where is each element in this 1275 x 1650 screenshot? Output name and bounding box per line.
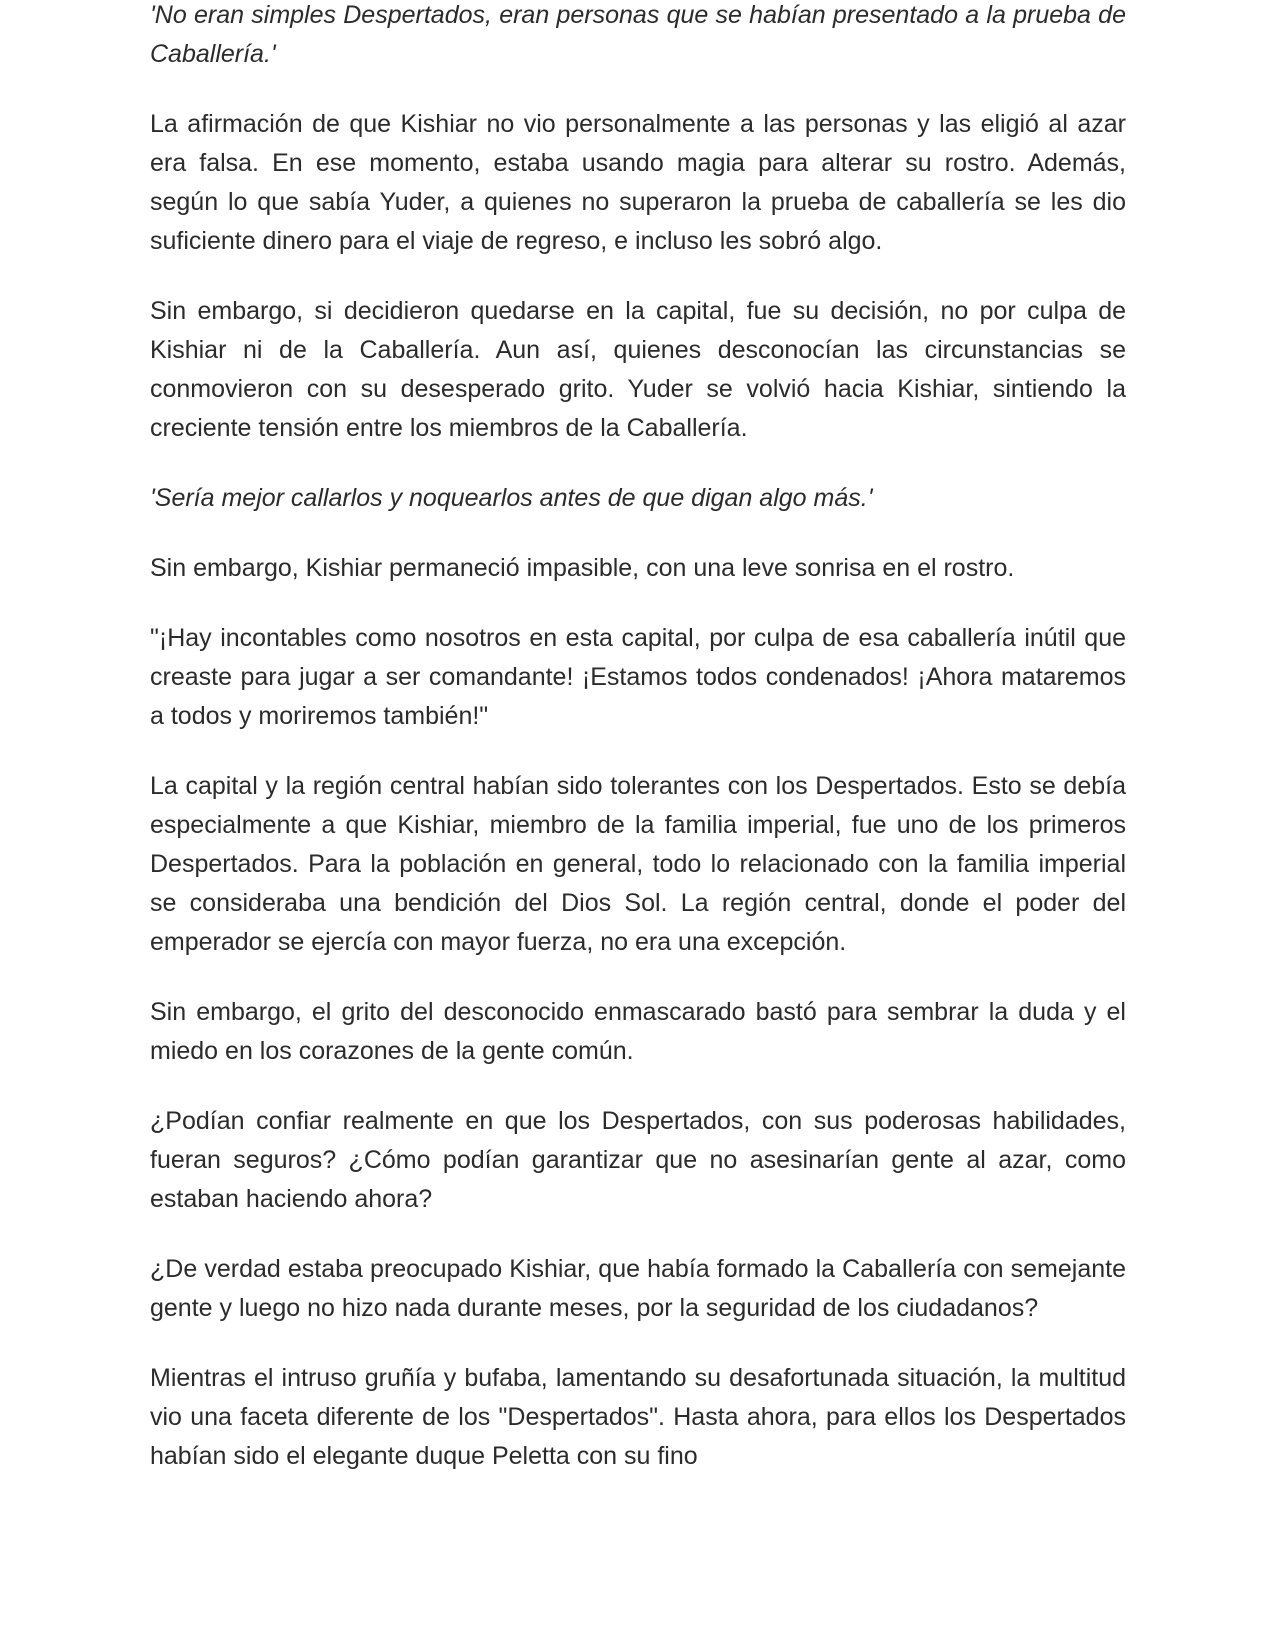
paragraph-dialogue: "¡Hay incontables como nosotros en esta capital, por culpa de esa caballería inútil que creaste para jugar a ser comandante! ¡Estamos todos condenados! ¡Ahora mataremos a todos y moriremos también!" [150,624,1126,730]
paragraph: Sin embargo, si decidieron quedarse en la capital, fue su decisión, no por culpa de Kishiar ni de la Caballería. Aun así, quienes desconocían las circunstancias se conmovieron con su desesperado grito. Yuder se volvió hacia Kishiar, sintiendo la creciente tensión entre los miembros de la Caballería. [150,297,1126,442]
paragraph-italic-quote: 'Sería mejor callarlos y noquearlos antes de que digan algo más.' [150,484,873,512]
paragraph: La capital y la región central habían sido tolerantes con los Despertados. Esto se debía especialmente a que Kishiar, miembro de la familia imperial, fue uno de los primeros Despertados. Para la población en general, todo lo relacionado con la familia imperial se consideraba una bendición del Dios Sol. La región central, donde el poder del emperador se ejercía con mayor fuerza, no era una excepción. [150,772,1126,956]
paragraph: Sin embargo, el grito del desconocido enmascarado bastó para sembrar la duda y el miedo en los corazones de la gente común. [150,998,1126,1065]
document-page [150,0,1126,1507]
paragraph: ¿De verdad estaba preocupado Kishiar, que había formado la Caballería con semejante gente y luego no hizo nada durante meses, por la seguridad de los ciudadanos? [150,1255,1126,1322]
paragraph: Sin embargo, Kishiar permaneció impasible, con una leve sonrisa en el rostro. [150,554,1015,582]
paragraph: ¿Podían confiar realmente en que los Despertados, con sus poderosas habilidades, fueran seguros? ¿Cómo podían garantizar que no asesinarían gente al azar, como estaban haciendo ahora? [150,1107,1126,1213]
paragraph-italic-quote: 'No eran simples Despertados, eran personas que se habían presentado a la prueba de Caballería.' [150,1,1126,68]
paragraph: La afirmación de que Kishiar no vio personalmente a las personas y las eligió al azar era falsa. En ese momento, estaba usando magia para alterar su rostro. Además, según lo que sabía Yuder, a quienes no superaron la prueba de caballería se les dio suficiente dinero para el viaje de regreso, e incluso les sobró algo. [150,110,1126,255]
paragraph: Mientras el intruso gruñía y bufaba, lamentando su desafortunada situación, la multitud vio una faceta diferente de los "Despertados". Hasta ahora, para ellos los Despertados habían sido el elegante duque Peletta con su fino [150,1364,1126,1470]
